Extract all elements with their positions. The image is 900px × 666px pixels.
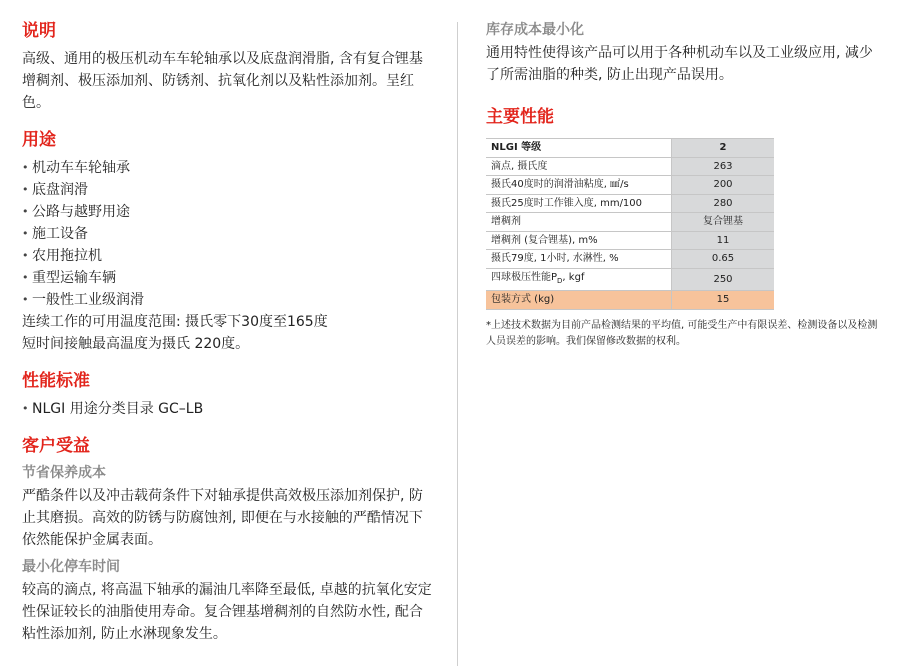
benefits-section <box>22 435 434 645</box>
table-cell-value: 263 <box>672 157 775 176</box>
table-row <box>486 176 774 195</box>
description-heading: 说明 <box>22 21 56 41</box>
table-row-highlight <box>486 291 774 310</box>
label-text: 四球极压性能P <box>491 271 558 283</box>
temperature-range: 连续工作的可用温度范围: 摄氏零下30度至165度 <box>22 314 328 330</box>
benefits-heading: 客户受益 <box>22 436 90 456</box>
properties-section <box>486 106 886 350</box>
description-section <box>22 20 434 114</box>
right-column <box>486 20 886 350</box>
table-cell-label: 摄氏40度时的润滑油粘度, ㎟/s <box>486 176 672 195</box>
list-item: • NLGI 用途分类目录 GC–LB <box>22 398 434 420</box>
table-row <box>486 231 774 250</box>
benefit-3-section <box>486 20 886 86</box>
table-cell-value: 复合锂基 <box>672 213 775 232</box>
table-cell-value: 0.65 <box>672 250 775 269</box>
table-cell-value: 200 <box>672 176 775 195</box>
table-row <box>486 139 774 158</box>
usage-section <box>22 129 434 355</box>
table-row <box>486 268 774 291</box>
table-row <box>486 213 774 232</box>
table-row <box>486 157 774 176</box>
standard-section <box>22 370 434 420</box>
table-row <box>486 250 774 269</box>
benefit-3-title: 库存成本最小化 <box>486 22 584 38</box>
usage-heading: 用途 <box>22 130 56 150</box>
table-cell-label: 包装方式 (kg) <box>486 291 672 310</box>
description-text: 高级、通用的极压机动车车轮轴承以及底盘润滑脂, 含有复合锂基增稠剂、极压添加剂、防锈剂、抗氧化剂以及粘性添加剂。呈红色。 <box>22 51 423 111</box>
list-item: • 农用拖拉机 <box>22 245 434 267</box>
label-tail: , kgf <box>562 271 585 283</box>
usage-list <box>22 157 434 311</box>
table-cell-value: 11 <box>672 231 775 250</box>
column-divider <box>457 22 458 666</box>
benefit-3-text: 通用特性使得该产品可以用于各种机动车以及工业级应用, 减少了所需油脂的种类, 防止出现产品误用。 <box>486 45 873 83</box>
benefit-1-text: 严酷条件以及冲击载荷条件下对轴承提供高效极压添加剂保护, 防止其磨损。高效的防锈与防腐蚀剂, 即便在与水接触的严酷情况下依然能保护金属表面。 <box>22 488 423 548</box>
table-cell-label: 增稠剂 <box>486 213 672 232</box>
table-cell-label: 滴点, 摄氏度 <box>486 157 672 176</box>
table-cell-value: 2 <box>672 139 775 158</box>
benefit-2-title: 最小化停车时间 <box>22 559 120 575</box>
standard-heading: 性能标准 <box>22 371 90 391</box>
table-cell-label: 增稠剂 (复合锂基), m% <box>486 231 672 250</box>
footnote: *上述技术数据为目前产品检测结果的平均值, 可能受生产中有限误差、检测设备以及检测人员误差的影响。我们保留修改数据的权利。 <box>486 319 878 347</box>
temperature-max: 短时间接触最高温度为摄氏 220度。 <box>22 336 250 352</box>
list-item: • 底盘润滑 <box>22 179 434 201</box>
table-cell-value: 250 <box>672 268 775 291</box>
list-item: • 重型运输车辆 <box>22 267 434 289</box>
benefit-1-title: 节省保养成本 <box>22 465 106 481</box>
table-cell-value: 15 <box>672 291 775 310</box>
table-cell-label: NLGI 等级 <box>486 139 672 158</box>
standard-list <box>22 398 434 420</box>
properties-heading: 主要性能 <box>486 107 554 127</box>
list-item: • 施工设备 <box>22 223 434 245</box>
label-subscript: D <box>557 276 563 285</box>
list-item: • 公路与越野用途 <box>22 201 434 223</box>
left-column <box>22 20 434 660</box>
table-cell-label <box>486 268 672 291</box>
table-cell-label: 摄氏79度, 1小时, 水淋性, % <box>486 250 672 269</box>
table-cell-value: 280 <box>672 194 775 213</box>
benefit-2-text: 较高的滴点, 将高温下轴承的漏油几率降至最低, 卓越的抗氧化安定性保证较长的油脂使用寿命。复合锂基增稠剂的自然防水性, 配合粘性添加剂, 防止水淋现象发生。 <box>22 582 432 642</box>
table-row <box>486 194 774 213</box>
properties-table <box>486 138 774 310</box>
list-item: • 一般性工业级润滑 <box>22 289 434 311</box>
list-item: • 机动车车轮轴承 <box>22 157 434 179</box>
table-cell-label: 摄氏25度时工作锥入度, mm/100 <box>486 194 672 213</box>
